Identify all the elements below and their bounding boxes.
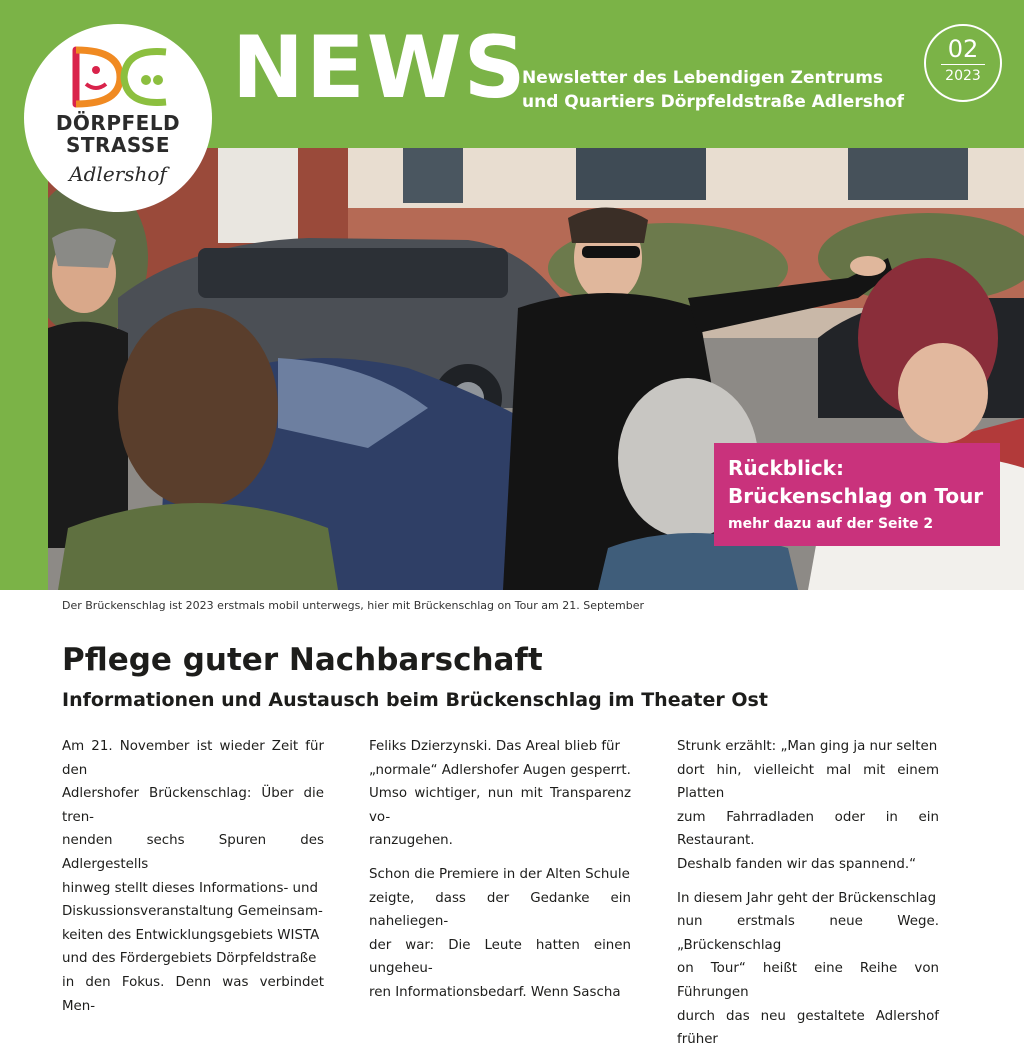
- paragraph: Strunk erzählt: „Man ging ja nur selten dort hin, vielleicht mal mit einem Platten zum Fahrradladen oder in ein Restaurant. Deshalb fanden wir das spannend.“: [677, 739, 939, 872]
- logo-line-1: DÖRPFELD: [55, 111, 181, 135]
- subtitle-line-1: Newsletter des Lebendigen Zentrums: [522, 68, 884, 88]
- teaser-line-2: Brückenschlag on Tour: [728, 484, 984, 508]
- teaser-box[interactable]: [714, 443, 1000, 546]
- paragraph: Am 21. November ist wieder Zeit für den Adlershofer Brückenschlag: Über die tren- nenden sechs Spuren des Adlergestells hinweg stellt dieses Informations- und Diskussionsveranstaltung Gemeinsam- keiten des Entwicklungsgebiets WISTA und des Fördergebiets Dörpfeldstraße in den Fokus. Denn was verbindet Men-: [62, 739, 324, 1014]
- subtitle-line-2: und Quartiers Dörpfeldstraße Adlershof: [522, 92, 905, 112]
- article-column-1: [62, 735, 324, 1028]
- issue-number: 02: [947, 35, 979, 63]
- teaser-page-reference: mehr dazu auf der Seite 2: [728, 516, 934, 532]
- issue-badge: [924, 24, 1002, 102]
- logo-line-3: Adlershof: [69, 162, 167, 186]
- article-column-3: [677, 735, 939, 1062]
- photo-caption: Der Brückenschlag ist 2023 erstmals mobil unterwegs, hier mit Brückenschlag on Tour am 21. September: [62, 599, 645, 612]
- issue-divider: [941, 64, 985, 65]
- logo-line-2: STRASSE: [66, 133, 170, 157]
- issue-year: 2023: [945, 68, 981, 84]
- logo: [24, 24, 212, 212]
- header-side-strip: [0, 148, 48, 590]
- article-column-2: [369, 735, 631, 1015]
- article-subheadline: Informationen und Austausch beim Brückenschlag im Theater Ost: [62, 689, 768, 711]
- paragraph: Schon die Premiere in der Alten Schule zeigte, dass der Gedanke ein naheliegen- der war: Die Leute hatten einen ungeheu- ren Informationsbedarf. Wenn Sascha: [369, 866, 631, 1000]
- teaser-line-1: Rückblick:: [728, 456, 844, 480]
- logo-mark-icon: [62, 40, 174, 114]
- masthead-title: NEWS: [232, 18, 528, 118]
- masthead-subtitle: [522, 66, 932, 114]
- article-headline: Pflege guter Nachbarschaft: [62, 642, 543, 678]
- paragraph: Feliks Dzierzynski. Das Areal blieb für „normale“ Adlershofer Augen gesperrt. Umso wichtiger, nun mit Transparenz vo- ranzugehen.: [369, 739, 631, 849]
- paragraph: In diesem Jahr geht der Brückenschlag nun erstmals neue Wege. „Brückenschlag on Tour“ heißt eine Reihe von Führungen durch das neu gestaltete Adlershof früher: [677, 890, 939, 1048]
